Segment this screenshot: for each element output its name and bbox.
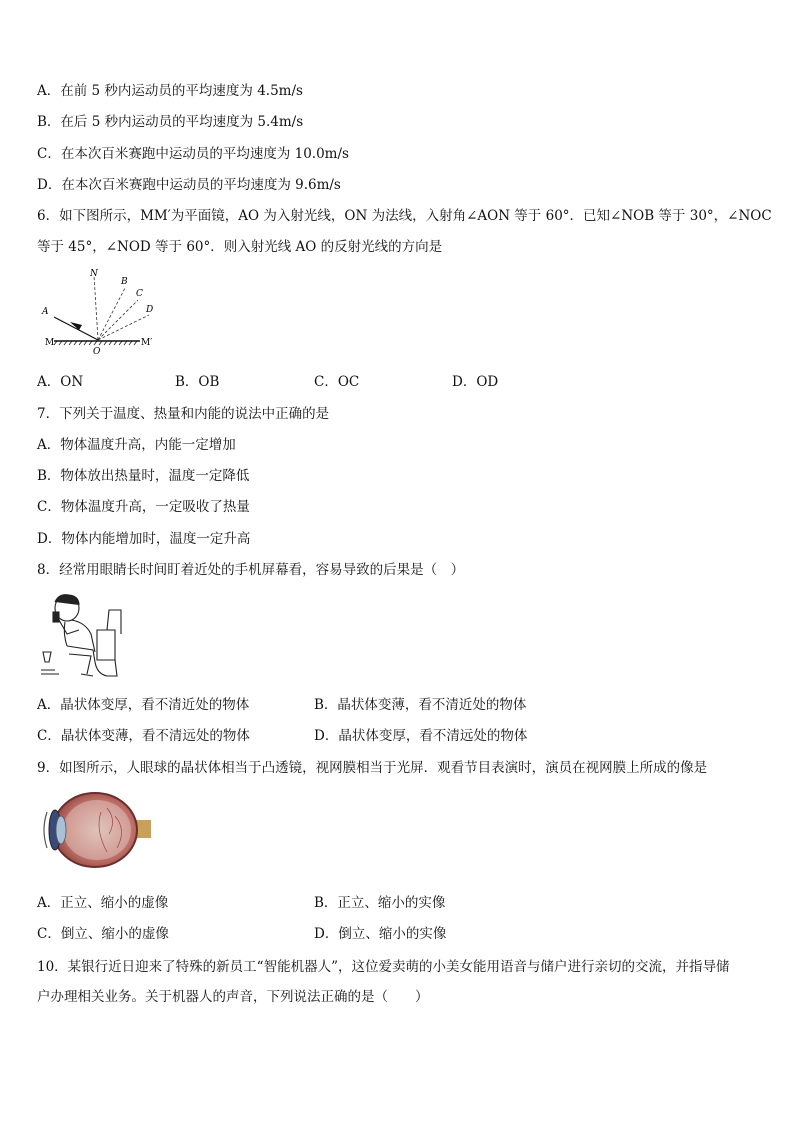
label-n: N: [90, 269, 98, 279]
label-c: C: [136, 289, 143, 299]
label-b: B: [121, 277, 128, 287]
incident-ray-ao: [54, 317, 98, 340]
q7-option-d: D．物体内能增加时，温度一定升高: [37, 531, 251, 547]
q9-stem: 9．如图所示，人眼球的晶状体相当于凸透镜，视网膜相当于光屏．观看节目表演时，演员在视网膜上所成的像是: [37, 760, 708, 776]
q6-option-d: D．OD: [452, 374, 499, 390]
q6-option-c: C．OC: [314, 374, 360, 390]
label-m-prime: M′: [141, 338, 153, 348]
q7-option-c: C．物体温度升高，一定吸收了热量: [37, 499, 250, 515]
q5-option-a: A．在前 5 秒内运动员的平均速度为 4.5m/s: [37, 83, 303, 99]
q5-option-c: C．在本次百米赛跑中运动员的平均速度为 10.0m/s: [37, 146, 349, 162]
q9-option-c: C．倒立、缩小的虚像: [37, 926, 169, 942]
q9-option-a: A．正立、缩小的虚像: [37, 895, 169, 911]
ray-od: [98, 315, 149, 340]
q7-option-a: A．物体温度升高，内能一定增加: [37, 437, 236, 453]
label-m: M: [45, 338, 55, 348]
q7-stem: 7．下列关于温度、热量和内能的说法中正确的是: [37, 406, 330, 422]
label-o: O: [93, 347, 101, 357]
q10-stem-line2: 户办理相关业务。关于机器人的声音，下列说法正确的是（ ）: [37, 989, 429, 1005]
q8-option-b: B．晶状体变薄，看不清近处的物体: [314, 697, 527, 713]
cornea: [44, 812, 47, 848]
label-d: D: [146, 305, 154, 315]
ray-ob: [98, 288, 125, 340]
q5-option-b: B．在后 5 秒内运动员的平均速度为 5.4m/s: [37, 114, 304, 130]
q8-option-c: C．晶状体变薄，看不清远处的物体: [37, 728, 250, 744]
mirror-reflection-figure: [37, 262, 159, 362]
eyeball-illustration: [37, 790, 153, 870]
q10-stem-line1: 10．某银行近日迎来了特殊的新员工“智能机器人”，这位爱卖萌的小美女能用语音与储户进行亲切的交流，并指导储: [37, 959, 730, 975]
label-a: A: [42, 307, 49, 317]
q6-stem-line1: 6．如下图所示，MM′为平面镜，AO 为入射光线，ON 为法线，入射角∠AON 等于 60°．已知∠NOB 等于 30°，∠NOC: [37, 208, 772, 224]
lens: [56, 816, 66, 844]
q6-option-b: B．OB: [175, 374, 220, 390]
q8-option-a: A．晶状体变厚，看不清近处的物体: [37, 697, 250, 713]
q6-option-a: A．ON: [37, 374, 84, 390]
q8-option-d: D．晶状体变厚，看不清远处的物体: [314, 728, 528, 744]
q8-stem: 8．经常用眼睛长时间盯着近处的手机屏幕看，容易导致的后果是（ ）: [37, 562, 465, 578]
normal-line-on: [94, 275, 98, 340]
q9-option-b: B．正立、缩小的实像: [314, 895, 446, 911]
q5-option-d: D．在本次百米赛跑中运动员的平均速度为 9.6m/s: [37, 177, 341, 193]
phone-user-illustration: [37, 590, 137, 685]
ray-oc: [98, 300, 138, 340]
q6-stem-line2: 等于 45°，∠NOD 等于 60°．则入射光线 AO 的反射光线的方向是: [37, 239, 443, 255]
q9-option-d: D．倒立、缩小的实像: [314, 926, 447, 942]
q7-option-b: B．物体放出热量时，温度一定降低: [37, 468, 250, 484]
